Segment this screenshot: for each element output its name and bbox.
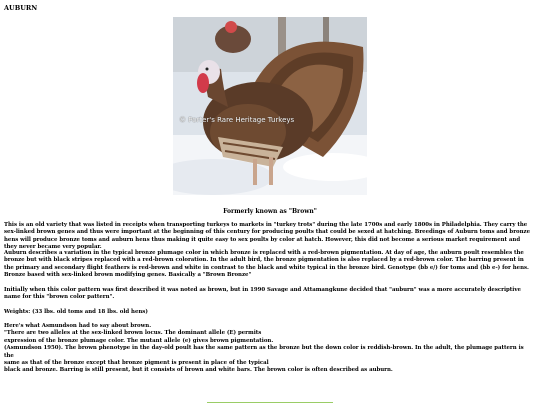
asmundson-line: (Asmundson 1950). The brown phenotype in the day-old poult has the same pattern as the bronze but the down color is reddish-brown. In the adult, the plumage pattern is the [4,345,524,359]
asmundson-paragraph [4,323,534,375]
page-title: AUBURN [4,4,38,12]
asmundson-line: same as that of the bronze except that bronze pigment is present in place of the typical [4,360,269,367]
turkey-illustration [173,17,367,195]
photo-caption: Formerly known as "Brown" [223,208,317,215]
asmundson-line: black and bronze. Barring is still present, but it consists of brown and white bars. The brown color is often described as auburn. [4,367,393,374]
weights-paragraph: Weights: (33 lbs. old toms and 18 lbs. old hens) [4,309,148,315]
photo-watermark: © Porter's Rare Heritage Turkeys [179,116,295,124]
naming-paragraph: Initially when this color pattern was first described it was noted as brown, but in 1990 Savage and Attamangkune decided that "auburn" was a more accurately descriptive name for this "brown color pattern". [4,287,521,301]
footer-divider [207,402,333,403]
asmundson-line: expression of the bronze plumage color. The mutant allele (e) gives brown pigmentation. [4,337,274,344]
history-paragraph: This is an old variety that was listed in receipts when transporting turkeys to markets in "turkey trots" during the late 1700s and early 1800s in Philadelphia. They carry the sex-linked brown genes and thus were important at the beginning of this century for producing poults that could be sexed at hatching. Breedings of Auburn toms and bronze hens will produce bronze toms and auburn hens thus making it quite easy to sex poults by color at hatch. However, this did not become a serious market requirement and they never became very popular. [4,222,531,251]
asmundson-line: Here's what Asmundson had to say about brown. [4,323,152,329]
turkey-photo [173,17,367,195]
asmundson-line: "There are two alleles at the sex-linked brown locus. The dominant allele (E) permits [4,330,262,337]
description-paragraph: Auburn describes a variation in the typical bronze plumage color in which bronze is replaced with a red-brown pigmentation. At day of age, the auburn poult resembles the bronze but with black stripes replaced with a red-brown coloration. In the adult bird, the bronze pigmentation is also replaced by a red-brown color. The barring present in the primary and secondary flight feathers is red-brown and white in contrast to the black and white typical in the bronze bird. Genotype (bb e/) for toms and (bb e-) for hens. Bronze based with sex-linked brown modifying genes. Basically a "Brown Bronze" [4,250,529,279]
